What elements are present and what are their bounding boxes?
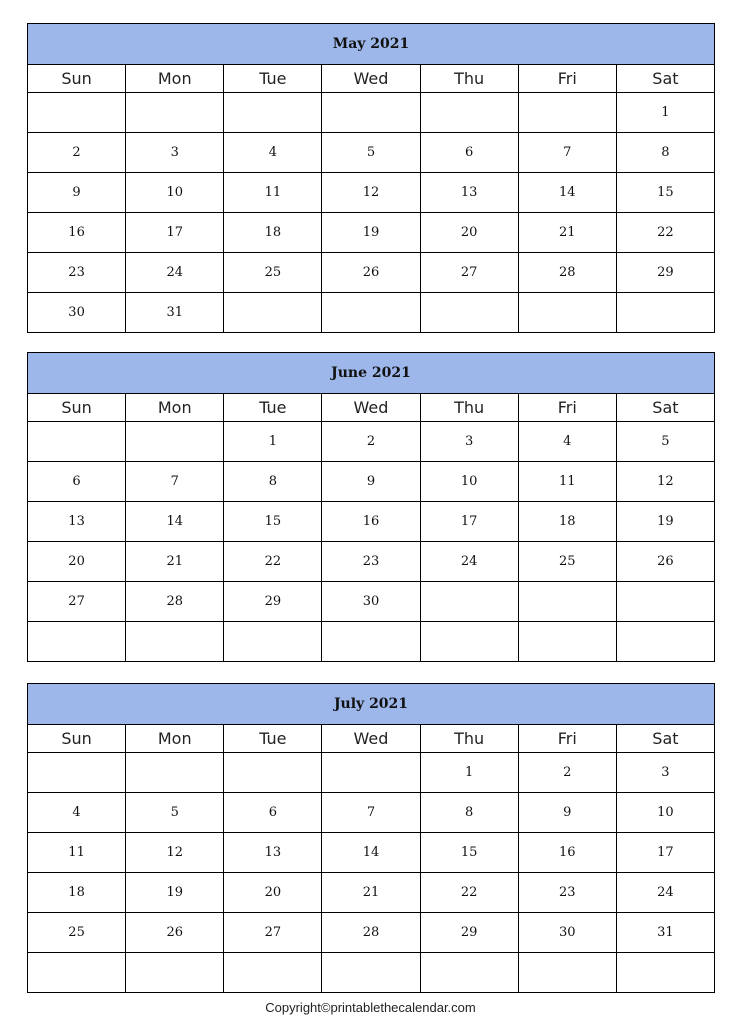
day-cell: 6 bbox=[420, 133, 518, 173]
weekday-label: Wed bbox=[322, 394, 420, 422]
day-cell: 27 bbox=[224, 913, 322, 953]
weekday-label: Tue bbox=[224, 65, 322, 93]
calendar-july-2021 bbox=[27, 683, 715, 993]
day-cell: 5 bbox=[616, 422, 714, 462]
week-row bbox=[28, 622, 715, 662]
weekday-label: Mon bbox=[126, 65, 224, 93]
day-cell: 31 bbox=[126, 293, 224, 333]
day-cell bbox=[28, 953, 126, 993]
day-cell: 15 bbox=[224, 502, 322, 542]
day-cell: 14 bbox=[518, 173, 616, 213]
day-cell: 20 bbox=[224, 873, 322, 913]
day-cell: 10 bbox=[126, 173, 224, 213]
day-cell: 23 bbox=[518, 873, 616, 913]
day-cell: 15 bbox=[616, 173, 714, 213]
day-cell: 12 bbox=[616, 462, 714, 502]
day-cell bbox=[322, 293, 420, 333]
day-cell: 4 bbox=[518, 422, 616, 462]
day-cell: 27 bbox=[28, 582, 126, 622]
day-cell: 16 bbox=[518, 833, 616, 873]
day-cell: 19 bbox=[126, 873, 224, 913]
weekday-label: Sat bbox=[616, 65, 714, 93]
day-cell: 19 bbox=[616, 502, 714, 542]
day-cell: 14 bbox=[322, 833, 420, 873]
day-cell bbox=[420, 582, 518, 622]
day-cell: 20 bbox=[28, 542, 126, 582]
day-cell bbox=[616, 953, 714, 993]
day-cell bbox=[126, 753, 224, 793]
week-row bbox=[28, 133, 715, 173]
day-cell: 16 bbox=[28, 213, 126, 253]
day-cell: 1 bbox=[616, 93, 714, 133]
day-cell: 28 bbox=[126, 582, 224, 622]
day-cell: 22 bbox=[420, 873, 518, 913]
day-cell: 4 bbox=[224, 133, 322, 173]
weekday-label: Thu bbox=[420, 725, 518, 753]
day-cell: 9 bbox=[28, 173, 126, 213]
day-cell: 21 bbox=[126, 542, 224, 582]
day-cell: 9 bbox=[518, 793, 616, 833]
day-cell: 17 bbox=[420, 502, 518, 542]
day-cell: 29 bbox=[420, 913, 518, 953]
day-cell bbox=[126, 422, 224, 462]
calendar-june-2021 bbox=[27, 352, 715, 662]
day-cell: 21 bbox=[518, 213, 616, 253]
day-cell bbox=[28, 753, 126, 793]
day-cell: 29 bbox=[616, 253, 714, 293]
day-cell: 3 bbox=[420, 422, 518, 462]
day-cell: 24 bbox=[126, 253, 224, 293]
day-cell: 15 bbox=[420, 833, 518, 873]
day-cell bbox=[518, 622, 616, 662]
day-cell: 11 bbox=[28, 833, 126, 873]
day-cell: 28 bbox=[322, 913, 420, 953]
week-rows bbox=[28, 93, 715, 333]
day-cell bbox=[420, 622, 518, 662]
day-cell: 24 bbox=[616, 873, 714, 913]
day-cell: 26 bbox=[616, 542, 714, 582]
week-row bbox=[28, 502, 715, 542]
day-cell: 2 bbox=[322, 422, 420, 462]
day-cell: 25 bbox=[28, 913, 126, 953]
day-cell bbox=[616, 582, 714, 622]
weekday-label: Mon bbox=[126, 394, 224, 422]
day-cell: 18 bbox=[224, 213, 322, 253]
day-cell: 4 bbox=[28, 793, 126, 833]
weekday-label: Sat bbox=[616, 725, 714, 753]
day-cell: 16 bbox=[322, 502, 420, 542]
day-cell: 19 bbox=[322, 213, 420, 253]
day-cell: 27 bbox=[420, 253, 518, 293]
day-cell: 12 bbox=[322, 173, 420, 213]
day-cell: 10 bbox=[420, 462, 518, 502]
day-cell bbox=[420, 953, 518, 993]
day-cell: 8 bbox=[420, 793, 518, 833]
day-cell bbox=[518, 582, 616, 622]
weekday-row bbox=[28, 725, 715, 753]
day-cell bbox=[224, 953, 322, 993]
day-cell: 26 bbox=[322, 253, 420, 293]
day-cell bbox=[518, 953, 616, 993]
day-cell: 7 bbox=[518, 133, 616, 173]
day-cell: 6 bbox=[224, 793, 322, 833]
day-cell: 25 bbox=[518, 542, 616, 582]
day-cell: 12 bbox=[126, 833, 224, 873]
weekday-label: Tue bbox=[224, 725, 322, 753]
day-cell bbox=[616, 622, 714, 662]
day-cell: 6 bbox=[28, 462, 126, 502]
weekday-label: Sat bbox=[616, 394, 714, 422]
day-cell: 21 bbox=[322, 873, 420, 913]
week-row bbox=[28, 833, 715, 873]
day-cell: 24 bbox=[420, 542, 518, 582]
day-cell bbox=[616, 293, 714, 333]
day-cell bbox=[126, 622, 224, 662]
day-cell bbox=[322, 93, 420, 133]
day-cell: 8 bbox=[616, 133, 714, 173]
week-row bbox=[28, 582, 715, 622]
week-rows bbox=[28, 753, 715, 993]
month-header-row bbox=[28, 353, 715, 394]
weekday-label: Thu bbox=[420, 394, 518, 422]
day-cell bbox=[126, 93, 224, 133]
day-cell: 31 bbox=[616, 913, 714, 953]
day-cell: 7 bbox=[126, 462, 224, 502]
day-cell: 22 bbox=[616, 213, 714, 253]
day-cell: 20 bbox=[420, 213, 518, 253]
weekday-label: Wed bbox=[322, 65, 420, 93]
weekday-row bbox=[28, 394, 715, 422]
day-cell bbox=[518, 293, 616, 333]
day-cell: 25 bbox=[224, 253, 322, 293]
week-row bbox=[28, 422, 715, 462]
weekday-label: Thu bbox=[420, 65, 518, 93]
day-cell: 30 bbox=[28, 293, 126, 333]
weekday-label: Fri bbox=[518, 725, 616, 753]
month-title: May 2021 bbox=[28, 24, 715, 65]
weekday-label: Fri bbox=[518, 65, 616, 93]
week-row bbox=[28, 253, 715, 293]
day-cell bbox=[28, 93, 126, 133]
day-cell bbox=[322, 622, 420, 662]
weekday-label: Wed bbox=[322, 725, 420, 753]
week-row bbox=[28, 793, 715, 833]
month-header-row bbox=[28, 684, 715, 725]
day-cell: 3 bbox=[616, 753, 714, 793]
day-cell: 18 bbox=[28, 873, 126, 913]
day-cell: 14 bbox=[126, 502, 224, 542]
weekday-label: Sun bbox=[28, 65, 126, 93]
day-cell: 23 bbox=[322, 542, 420, 582]
calendar-may-2021 bbox=[27, 23, 715, 333]
day-cell: 17 bbox=[616, 833, 714, 873]
week-row bbox=[28, 293, 715, 333]
day-cell: 1 bbox=[420, 753, 518, 793]
day-cell: 9 bbox=[322, 462, 420, 502]
weekday-row bbox=[28, 65, 715, 93]
day-cell: 11 bbox=[224, 173, 322, 213]
day-cell: 29 bbox=[224, 582, 322, 622]
day-cell bbox=[28, 622, 126, 662]
day-cell: 28 bbox=[518, 253, 616, 293]
day-cell: 17 bbox=[126, 213, 224, 253]
day-cell: 30 bbox=[322, 582, 420, 622]
day-cell bbox=[518, 93, 616, 133]
week-row bbox=[28, 93, 715, 133]
day-cell bbox=[126, 953, 224, 993]
day-cell: 23 bbox=[28, 253, 126, 293]
day-cell bbox=[224, 93, 322, 133]
week-row bbox=[28, 173, 715, 213]
day-cell bbox=[28, 422, 126, 462]
day-cell: 13 bbox=[224, 833, 322, 873]
week-row bbox=[28, 913, 715, 953]
week-row bbox=[28, 873, 715, 913]
day-cell: 13 bbox=[28, 502, 126, 542]
day-cell: 3 bbox=[126, 133, 224, 173]
day-cell: 5 bbox=[126, 793, 224, 833]
day-cell bbox=[420, 93, 518, 133]
day-cell: 11 bbox=[518, 462, 616, 502]
day-cell: 1 bbox=[224, 422, 322, 462]
day-cell: 2 bbox=[518, 753, 616, 793]
weekday-label: Sun bbox=[28, 394, 126, 422]
week-rows bbox=[28, 422, 715, 662]
weekday-label: Fri bbox=[518, 394, 616, 422]
weekday-label: Sun bbox=[28, 725, 126, 753]
day-cell: 18 bbox=[518, 502, 616, 542]
day-cell: 7 bbox=[322, 793, 420, 833]
day-cell bbox=[322, 753, 420, 793]
day-cell bbox=[224, 293, 322, 333]
weekday-label: Tue bbox=[224, 394, 322, 422]
day-cell bbox=[322, 953, 420, 993]
day-cell: 2 bbox=[28, 133, 126, 173]
week-row bbox=[28, 753, 715, 793]
month-header-row bbox=[28, 24, 715, 65]
week-row bbox=[28, 542, 715, 582]
week-row bbox=[28, 213, 715, 253]
week-row bbox=[28, 462, 715, 502]
day-cell bbox=[420, 293, 518, 333]
day-cell: 22 bbox=[224, 542, 322, 582]
day-cell: 10 bbox=[616, 793, 714, 833]
day-cell bbox=[224, 753, 322, 793]
copyright-footer: Copyright©printablethecalendar.com bbox=[265, 1000, 476, 1015]
day-cell bbox=[224, 622, 322, 662]
month-title: July 2021 bbox=[28, 684, 715, 725]
day-cell: 30 bbox=[518, 913, 616, 953]
week-row bbox=[28, 953, 715, 993]
day-cell: 5 bbox=[322, 133, 420, 173]
day-cell: 8 bbox=[224, 462, 322, 502]
day-cell: 13 bbox=[420, 173, 518, 213]
month-title: June 2021 bbox=[28, 353, 715, 394]
day-cell: 26 bbox=[126, 913, 224, 953]
weekday-label: Mon bbox=[126, 725, 224, 753]
